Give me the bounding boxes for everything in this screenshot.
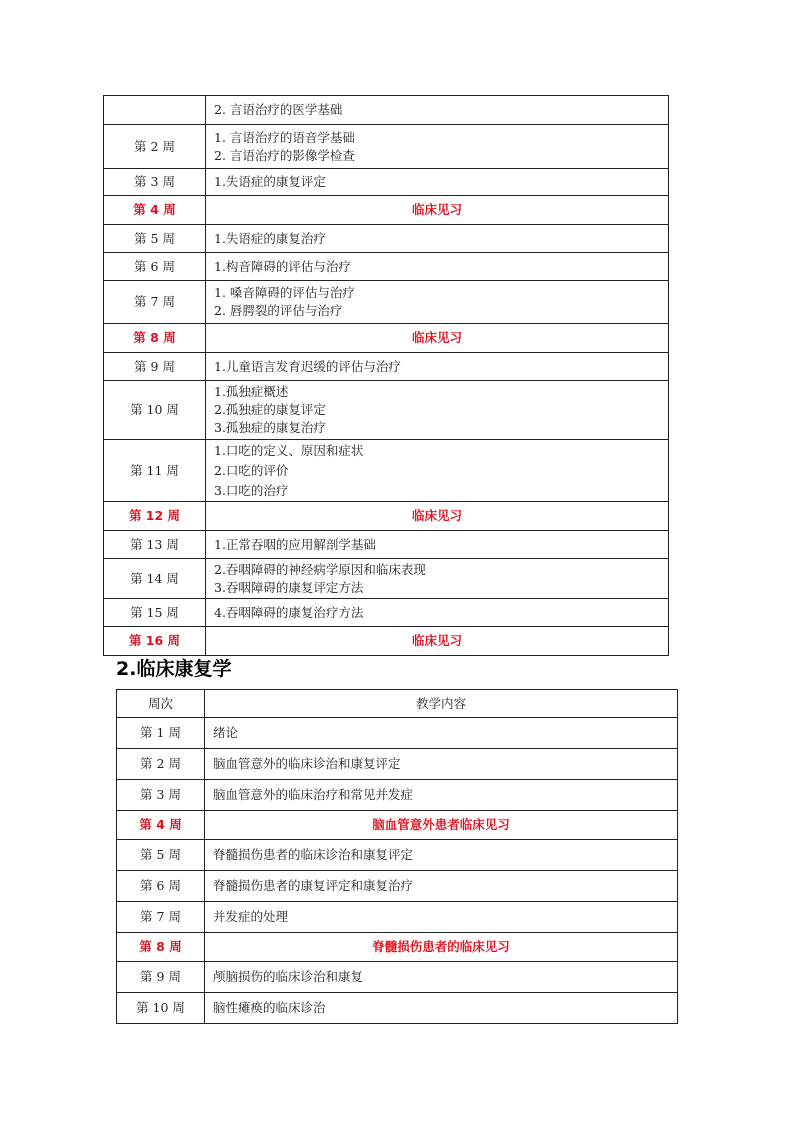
table-header-row [117,690,678,718]
week-cell: 第 4 周 [104,196,206,225]
week-cell: 第 2 周 [104,125,206,169]
schedule-table-speech-therapy [103,95,669,656]
table-row-clinical [117,933,678,962]
week-cell: 第 7 周 [117,902,205,933]
table-row [104,225,669,253]
content-cell: 脊髓损伤患者的临床诊治和康复评定 [205,840,678,871]
week-cell: 第 5 周 [104,225,206,253]
week-cell: 第 6 周 [117,871,205,902]
table-row [117,840,678,871]
week-cell: 第 4 周 [117,811,205,840]
week-cell: 第 10 周 [117,993,205,1024]
week-cell: 第 9 周 [117,962,205,993]
header-week: 周次 [117,690,205,718]
week-cell: 第 6 周 [104,253,206,281]
content-cell: 颅脑损伤的临床诊治和康复 [205,962,678,993]
table-row [104,381,669,440]
content-cell: 绪论 [205,718,678,749]
table-row [104,125,669,169]
table-row [104,353,669,381]
content-cell: 1.失语症的康复评定 [206,169,669,196]
week-cell: 第 13 周 [104,531,206,559]
table-row [117,902,678,933]
content-cell: 脑血管意外的临床治疗和常见并发症 [205,780,678,811]
week-cell: 第 9 周 [104,353,206,381]
week-cell: 第 8 周 [104,324,206,353]
content-cell: 脑血管意外的临床诊治和康复评定 [205,749,678,780]
table-row-clinical [117,811,678,840]
table-row-clinical [104,196,669,225]
header-content: 教学内容 [205,690,678,718]
table-row [117,749,678,780]
week-cell: 第 14 周 [104,559,206,599]
content-cell: 1. 言语治疗的语音学基础 2. 言语治疗的影像学检查 [206,125,669,169]
week-cell: 第 12 周 [104,502,206,531]
content-cell: 临床见习 [206,196,669,225]
week-cell: 第 8 周 [117,933,205,962]
content-cell: 临床见习 [206,502,669,531]
table-row-clinical [104,502,669,531]
table-row [104,599,669,627]
week-cell: 第 7 周 [104,281,206,324]
week-cell: 第 2 周 [117,749,205,780]
content-cell: 2. 言语治疗的医学基础 [206,96,669,125]
content-cell: 脑血管意外患者临床见习 [205,811,678,840]
week-cell: 第 10 周 [104,381,206,440]
week-cell: 第 11 周 [104,440,206,502]
table-row [104,253,669,281]
week-cell: 第 1 周 [117,718,205,749]
content-cell: 临床见习 [206,324,669,353]
week-cell [104,96,206,125]
content-cell: 1.儿童语言发育迟缓的评估与治疗 [206,353,669,381]
section-heading: 2.临床康复学 [116,658,232,680]
content-cell: 1.口吃的定义、原因和症状 2.口吃的评价 3.口吃的治疗 [206,440,669,502]
table-row [104,96,669,125]
table-row [117,780,678,811]
table-row [104,169,669,196]
content-cell: 1.失语症的康复治疗 [206,225,669,253]
table-row [104,531,669,559]
content-cell: 并发症的处理 [205,902,678,933]
week-cell: 第 5 周 [117,840,205,871]
schedule-table-clinical-rehab [116,689,678,1024]
week-cell: 第 15 周 [104,599,206,627]
table-row [117,718,678,749]
week-cell: 第 3 周 [117,780,205,811]
table-row [104,281,669,324]
content-cell: 2.吞咽障碍的神经病学原因和临床表现 3.吞咽障碍的康复评定方法 [206,559,669,599]
table-row [104,559,669,599]
content-cell: 1.孤独症概述 2.孤独症的康复评定 3.孤独症的康复治疗 [206,381,669,440]
table-row [117,993,678,1024]
content-cell: 1.正常吞咽的应用解剖学基础 [206,531,669,559]
content-cell: 1. 嗓音障碍的评估与治疗 2. 唇腭裂的评估与治疗 [206,281,669,324]
week-cell: 第 16 周 [104,627,206,656]
content-cell: 脊髓损伤患者的临床见习 [205,933,678,962]
content-cell: 4.吞咽障碍的康复治疗方法 [206,599,669,627]
table-row-clinical [104,627,669,656]
table-row-clinical [104,324,669,353]
table-row [104,440,669,502]
week-cell: 第 3 周 [104,169,206,196]
content-cell: 临床见习 [206,627,669,656]
content-cell: 脊髓损伤患者的康复评定和康复治疗 [205,871,678,902]
content-cell: 1.构音障碍的评估与治疗 [206,253,669,281]
content-cell: 脑性瘫痪的临床诊治 [205,993,678,1024]
table-row [117,871,678,902]
table-row [117,962,678,993]
